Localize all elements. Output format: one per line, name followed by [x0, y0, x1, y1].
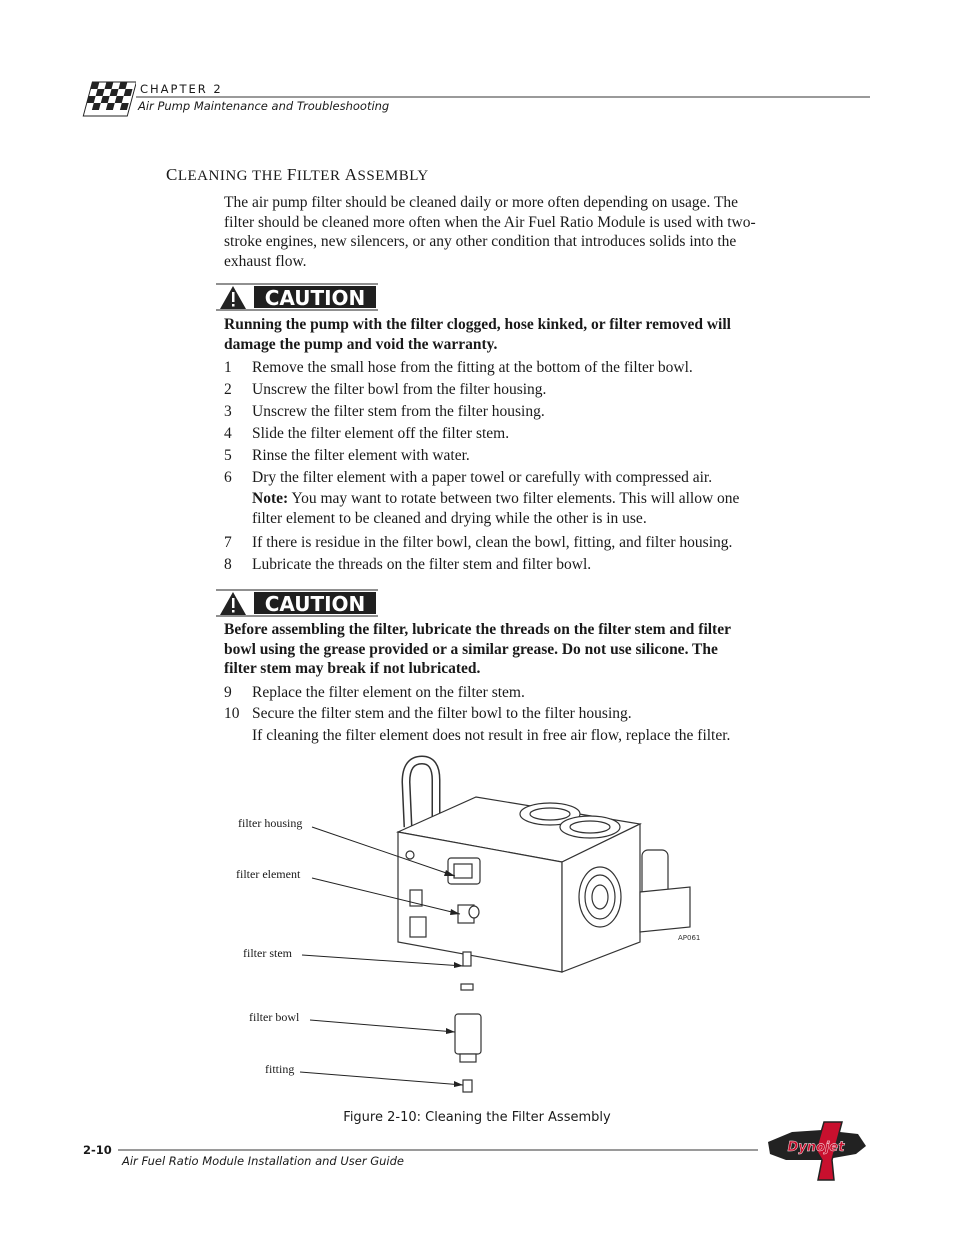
label-fitting: fitting: [265, 1062, 295, 1076]
note: Note: You may want to rotate between two filter elements. This will allow one filter element to be cleaned and drying while the other is in use.: [252, 490, 740, 527]
footer-divider: [118, 1149, 758, 1151]
label-filter-stem: filter stem: [243, 946, 292, 960]
step-item: 1 Remove the small hose from the fitting at the bottom of the filter bowl.: [224, 359, 693, 376]
checkered-flag-icon: [80, 76, 136, 120]
caution-text: Before assembling the filter, lubricate the threads on the filter stem and filter bowl using the grease provided or a similar grease. Do not use silicone. The filter stem may break if not lubricated.: [224, 621, 731, 677]
header-divider: [136, 96, 870, 98]
step-item: 4 Slide the filter element off the filter stem.: [224, 425, 510, 442]
caution-text: Running the pump with the filter clogged, hose kinked, or filter removed will damage the pump and void the warranty.: [224, 316, 731, 353]
section-title: CLEANING THE FILTER ASSEMBLY: [166, 165, 429, 184]
figure-caption: Figure 2-10: Cleaning the Filter Assembly: [343, 1110, 611, 1125]
caution-banner: [216, 283, 378, 311]
label-filter-element: filter element: [236, 867, 301, 881]
caution-banner: [216, 589, 378, 617]
step-item: 10 Secure the filter stem and the filter bowl to the filter housing.: [224, 705, 632, 722]
chapter-subtitle: Air Pump Maintenance and Troubleshooting: [138, 99, 390, 113]
step-item: 5 Rinse the filter element with water.: [224, 447, 470, 464]
svg-text:CAUTION: CAUTION: [264, 286, 366, 310]
svg-text:CAUTION: CAUTION: [264, 592, 366, 616]
step-item: 9 Replace the filter element on the filter stem.: [224, 684, 525, 701]
svg-text:AP061: AP061: [678, 934, 701, 942]
step-item: 7 If there is residue in the filter bowl, clean the bowl, fitting, and filter housing.: [224, 534, 733, 551]
label-filter-housing: filter housing: [238, 816, 303, 830]
step-item: 2 Unscrew the filter bowl from the filter housing.: [224, 381, 547, 398]
guide-title: Air Fuel Ratio Module Installation and User Guide: [122, 1154, 404, 1168]
chapter-label: CHAPTER 2: [140, 82, 223, 96]
step-item: 6 Dry the filter element with a paper towel or carefully with compressed air.: [224, 469, 713, 486]
step-item: 3 Unscrew the filter stem from the filter housing.: [224, 403, 545, 420]
closing-text: If cleaning the filter element does not result in free air flow, replace the filter.: [252, 727, 731, 744]
intro-paragraph: The air pump filter should be cleaned daily or more often depending on usage. The filter should be cleaned more often when the Air Fuel Ratio Module is used with two- stroke engines, new silencers, or any other condition that introduces solids into the exhaust flow.: [224, 194, 756, 270]
label-filter-bowl: filter bowl: [249, 1010, 300, 1024]
filter-assembly-figure: [230, 752, 710, 1097]
step-item: 8 Lubricate the threads on the filter stem and filter bowl.: [224, 556, 592, 573]
svg-text:Dynojet: Dynojet: [787, 1140, 845, 1155]
dynojet-logo: [762, 1120, 870, 1184]
page-number: 2-10: [83, 1143, 112, 1157]
